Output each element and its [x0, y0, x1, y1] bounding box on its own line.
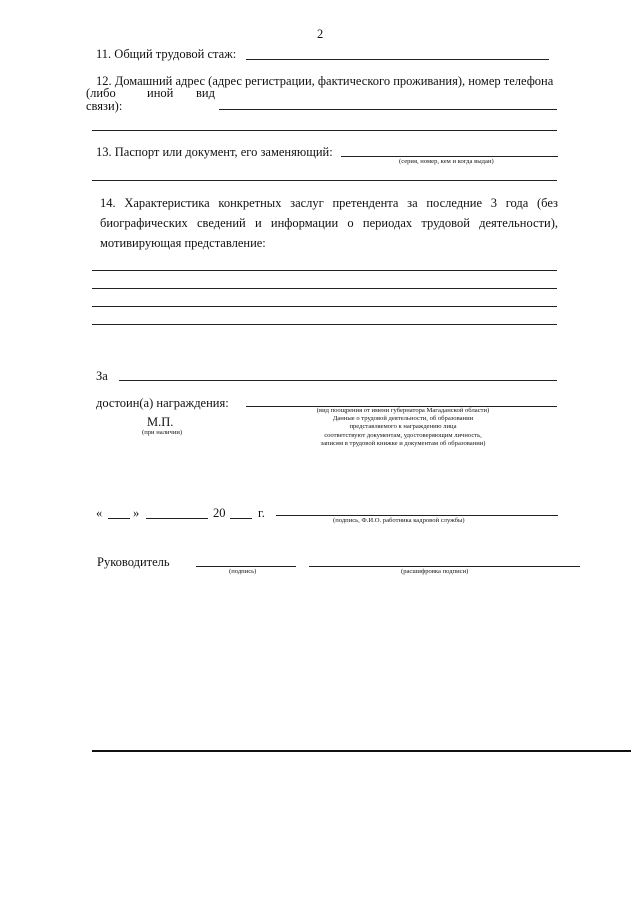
stamp-label: М.П.: [147, 415, 174, 429]
item-14-text: 14. Характеристика конкретных заслуг претендента за последние 3 года (без биографических сведений и информации о периодах трудовой деятельности), мотивирующая представление:: [100, 196, 558, 250]
date-month-line: [146, 518, 208, 519]
bottom-rule: [92, 750, 631, 752]
item-11-line: [246, 59, 549, 60]
head-decode-line: [309, 566, 580, 567]
award-caption: [268, 407, 538, 448]
award-caption-line-4: соответствуют документам, удостоверяющим личность,: [324, 431, 482, 439]
award-caption-line-1: (вид поощрения от имени губернатора Магаданской области): [316, 407, 490, 414]
award-caption-line-3: представляемого к награждению лица: [349, 423, 457, 431]
item-12-line-a: [219, 109, 557, 110]
item-12-word-either: (либо: [86, 86, 116, 100]
award-worthy-label: достоин(а) награждения:: [96, 396, 229, 410]
stamp-note: (при наличии): [142, 429, 183, 436]
award-caption-line-2: Данные о трудовой деятельности, об образовании: [332, 415, 474, 423]
date-year-prefix: 20: [213, 506, 226, 520]
item-12-line-b: [92, 130, 557, 131]
item-11-label: 11. Общий трудовой стаж:: [96, 47, 237, 61]
head-signature-caption: (подпись): [229, 568, 257, 575]
item-12-word-contact: связи):: [86, 99, 123, 113]
head-signature-line: [196, 566, 296, 567]
date-day-line: [108, 518, 130, 519]
date-open-quote: «: [96, 506, 103, 520]
date-year-line: [230, 518, 252, 519]
item-14-line-1: [92, 270, 557, 271]
item-13-caption: (серия, номер, кем и когда выдан): [399, 158, 494, 165]
head-decode-caption: (расшифровка подписи): [401, 568, 469, 575]
item-12-line1: 12. Домашний адрес (адрес регистрации, фактического проживания), номер телефона: [96, 74, 554, 88]
item-14-line-3: [92, 306, 557, 307]
item-14-line-2: [92, 288, 557, 289]
item-12-word-type: вид: [196, 86, 215, 100]
hr-signature-line: [276, 515, 558, 516]
item-13-line-a: [341, 156, 558, 157]
hr-signature-caption: (подпись, Ф.И.О. работника кадровой службы): [333, 517, 465, 524]
item-14-line-4: [92, 324, 557, 325]
award-caption-line-5: записям в трудовой книжке и документам об образовании): [320, 439, 486, 447]
date-close-quote: »: [133, 506, 140, 520]
page-number: 2: [317, 27, 324, 41]
item-13-line-b: [92, 180, 557, 181]
date-year-suffix: г.: [258, 506, 265, 520]
award-za-line: [119, 380, 557, 381]
item-12-word-other: иной: [147, 86, 174, 100]
head-label: Руководитель: [97, 555, 170, 569]
item-13-label: 13. Паспорт или документ, его заменяющий:: [96, 145, 333, 159]
award-za-label: За: [96, 369, 108, 383]
